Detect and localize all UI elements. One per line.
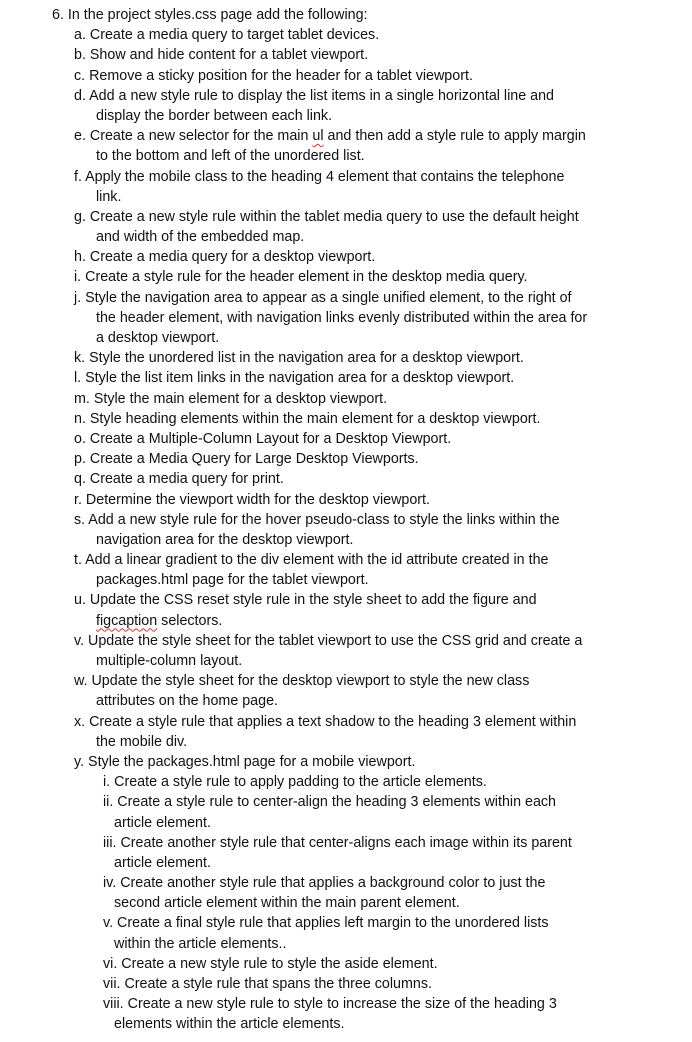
list-item: u. Update the CSS reset style rule in the style sheet to add the figure and [74,592,537,609]
text-segment: e. Create a new selector for the main [74,128,313,145]
list-item: j. Style the navigation area to appear as a single unified element, to the right of [74,289,572,306]
sub-list-item: vii. Create a style rule that spans the three columns. [103,976,432,992]
list-item-continuation: the header element, with navigation links evenly distributed within the area for [96,309,588,326]
list-item: w. Update the style sheet for the desktop viewport to style the new class [74,673,530,690]
list-item: f. Apply the mobile class to the heading 4 element that contains the telephone [74,168,565,185]
list-item: g. Create a new style rule within the tablet media query to use the default height [74,208,579,225]
list-item: k. Style the unordered list in the navigation area for a desktop viewport. [74,350,524,367]
list-item-continuation [0,611,692,631]
sub-list-item-continuation: within the article elements.. [114,935,287,952]
list-item: r. Determine the viewport width for the desktop viewport. [74,491,430,508]
sub-list-item: v. Create a final style rule that applies left margin to the unordered lists [103,915,549,932]
list-item: v. Update the style sheet for the tablet viewport to use the CSS grid and create a [74,632,583,649]
sub-list-item: viii. Create a new style rule to style to increase the size of the heading 3 [103,996,557,1013]
list-item-continuation: navigation area for the desktop viewport. [96,531,354,548]
list-item: h. Create a media query for a desktop viewport. [74,249,376,266]
list-item: p. Create a Media Query for Large Desktop Viewports. [74,451,419,468]
list-item-continuation: the mobile div. [96,733,188,750]
text-segment: and then add a style rule to apply margin [323,128,586,145]
list-item: m. Style the main element for a desktop viewport. [74,390,388,407]
list-item: s. Add a new style rule for the hover pseudo-class to style the links within the [74,511,560,528]
list-item-continuation: to the bottom and left of the unordered list. [96,148,365,165]
list-item: t. Add a linear gradient to the div element with the id attribute created in the [74,552,549,569]
list-item: b. Show and hide content for a tablet viewport. [74,47,369,64]
list-item: c. Remove a sticky position for the header for a tablet viewport. [74,67,473,84]
sub-list-item: ii. Create a style rule to center-align the heading 3 elements within each [103,794,556,811]
sub-list-item-continuation: elements within the article elements. [114,1016,345,1033]
list-item: x. Create a style rule that applies a text shadow to the heading 3 element within [74,713,577,730]
step-heading: 6. In the project styles.css page add the following: [52,7,368,23]
list-item: y. Style the packages.html page for a mobile viewport. [74,753,416,770]
list-item-continuation: attributes on the home page. [96,693,279,710]
list-item: a. Create a media query to target tablet devices. [74,27,380,44]
list-item-continuation: display the border between each link. [96,107,333,124]
list-item-continuation: and width of the embedded map. [96,229,305,246]
sub-list-item: i. Create a style rule to apply padding to the article elements. [103,774,487,791]
list-item-continuation: a desktop viewport. [96,330,220,346]
sub-list-item-continuation: article element. [114,854,211,871]
sub-list-item-continuation: article element. [114,814,211,831]
list-item: n. Style heading elements within the main element for a desktop viewport. [74,410,541,427]
spellcheck-flagged-word: ul [312,128,324,145]
list-item: q. Create a media query for print. [74,471,284,488]
list-item [0,126,692,146]
list-item: l. Style the list item links in the navigation area for a desktop viewport. [74,370,515,387]
sub-list-item: iii. Create another style rule that center-aligns each image within its parent [103,834,572,851]
sub-list-item: iv. Create another style rule that applies a background color to just the [103,875,546,892]
sub-list-item-continuation: second article element within the main parent element. [114,895,460,912]
instructions-document [0,5,692,1035]
list-item-continuation: multiple-column layout. [96,653,243,669]
list-item-continuation: link. [96,188,122,205]
spellcheck-flagged-word: figcaption [96,612,158,629]
list-item: o. Create a Multiple-Column Layout for a Desktop Viewport. [74,430,452,447]
sub-list-item: vi. Create a new style rule to style the aside element. [103,955,438,972]
list-item: i. Create a style rule for the header element in the desktop media query. [74,269,528,286]
text-segment: selectors. [157,612,223,629]
list-item-continuation: packages.html page for the tablet viewport. [96,572,369,589]
list-item: d. Add a new style rule to display the list items in a single horizontal line and [74,87,555,104]
